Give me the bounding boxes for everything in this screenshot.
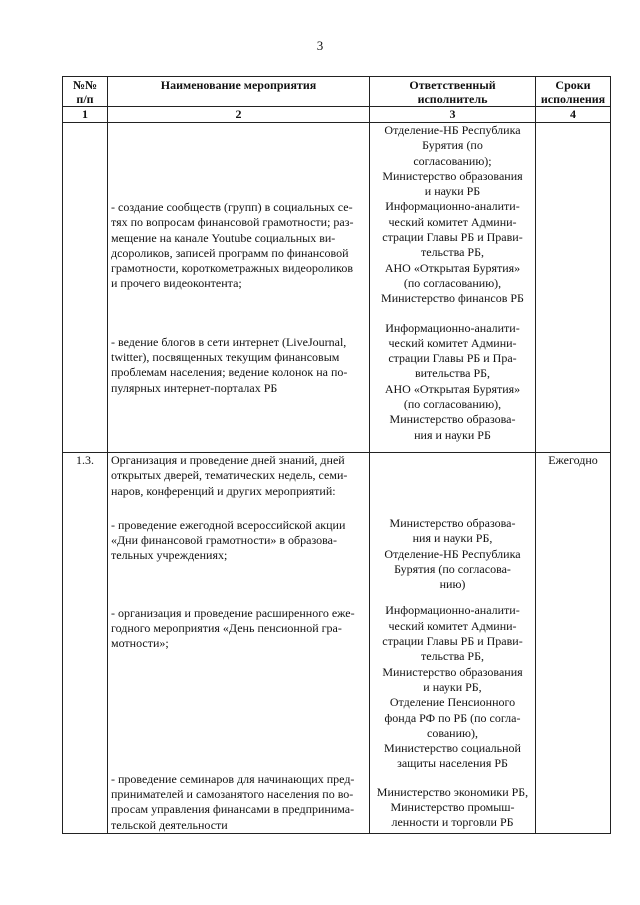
responsible-entrepreneur-seminars: Министерство экономики РБ, Министерство промыш- ленности и торговли РБ — [376, 784, 529, 830]
table-row-continuation — [63, 123, 611, 453]
row-number-cell — [63, 123, 108, 453]
table-row-1-3 — [63, 453, 611, 834]
events-table — [62, 76, 611, 834]
header-deadline: Сроки исполнения — [536, 77, 611, 107]
col-number-cell: 4 — [536, 107, 611, 123]
event-name-cell — [108, 453, 370, 834]
column-number-row — [63, 107, 611, 123]
row-number-cell: 1.3. — [63, 453, 108, 834]
event-item-financial-literacy-days: - проведение ежегодной всероссийской акции «Дни финансовой грамотности» в образова- тельных учреждениях; — [111, 517, 346, 563]
header-number: №№ п/п — [63, 77, 108, 107]
responsible-financial-literacy-days: Министерство образова- ния и науки РБ, Отделение-НБ Республика Бурятия (по согласова- нию) — [384, 516, 521, 592]
responsible-blogs: Информационно-аналити- ческий комитет Админи- страции Главы РБ и Пра- вительства РБ, АНО «Открытая Бурятия» (по согласованию), Министерство образова- ния и науки РБ — [384, 320, 521, 442]
responsible-continuation: Отделение-НБ Республика Бурятия (по согласованию); Министерство образования и науки РБ — [382, 123, 523, 199]
event-item-blogs: - ведение блогов в сети интернет (LiveJournal, twitter), посвященных текущим финансовым проблемам населения; ведение колонок на по- пулярных интернет-порталах РБ — [111, 334, 348, 395]
deadline-cell: Ежегодно — [536, 453, 611, 834]
col-number-cell: 1 — [63, 107, 108, 123]
col-number-cell: 2 — [108, 107, 370, 123]
event-item-social-groups: - создание сообществ (групп) в социальных се- тях по вопросам финансовой грамотности; раз- мещение на канале Youtube социальных ви- дсороликов, записей программ по финансовой грамотности, короткометражных видеороликов и прочего видеоконтента; — [111, 200, 354, 291]
event-item-entrepreneur-seminars: - проведение семинаров для начинающих пред- принимателей и самозанятого населения по во- просам управления финансами в предпринима- тельской деятельности — [111, 771, 355, 832]
header-responsible: Ответственный исполнитель — [370, 77, 536, 107]
event-item-pension-literacy-day: - организация и проведение расширенного еже- годного мероприятия «День пенсионной гра- мотности»; — [111, 605, 355, 651]
header-event-name: Наименование мероприятия — [108, 77, 370, 107]
responsible-cell — [370, 123, 536, 453]
page-number: 3 — [316, 38, 324, 53]
col-number-cell: 3 — [370, 107, 536, 123]
responsible-pension-literacy-day: Информационно-аналити- ческий комитет Админи- страции Главы РБ и Прави- тельства РБ, Министерство образования и науки РБ, Отделение Пенсионного фонда РФ по РБ (по согла- сованию), Министерство социальной защиты населения РБ — [382, 603, 523, 771]
table-header-row — [63, 77, 611, 107]
responsible-social-groups: Информационно-аналити- ческий комитет Админи- страции Главы РБ и Прави- тельства РБ, АНО «Открытая Бурятия» (по согласованию), Министерство финансов РБ — [381, 199, 524, 306]
event-name-cell — [108, 123, 370, 453]
responsible-cell — [370, 453, 536, 834]
deadline-cell — [536, 123, 611, 453]
event-intro: Организация и проведение дней знаний, дней открытых дверей, тематических недель, семи- наров, конференций и других мероприятий: — [111, 453, 348, 498]
